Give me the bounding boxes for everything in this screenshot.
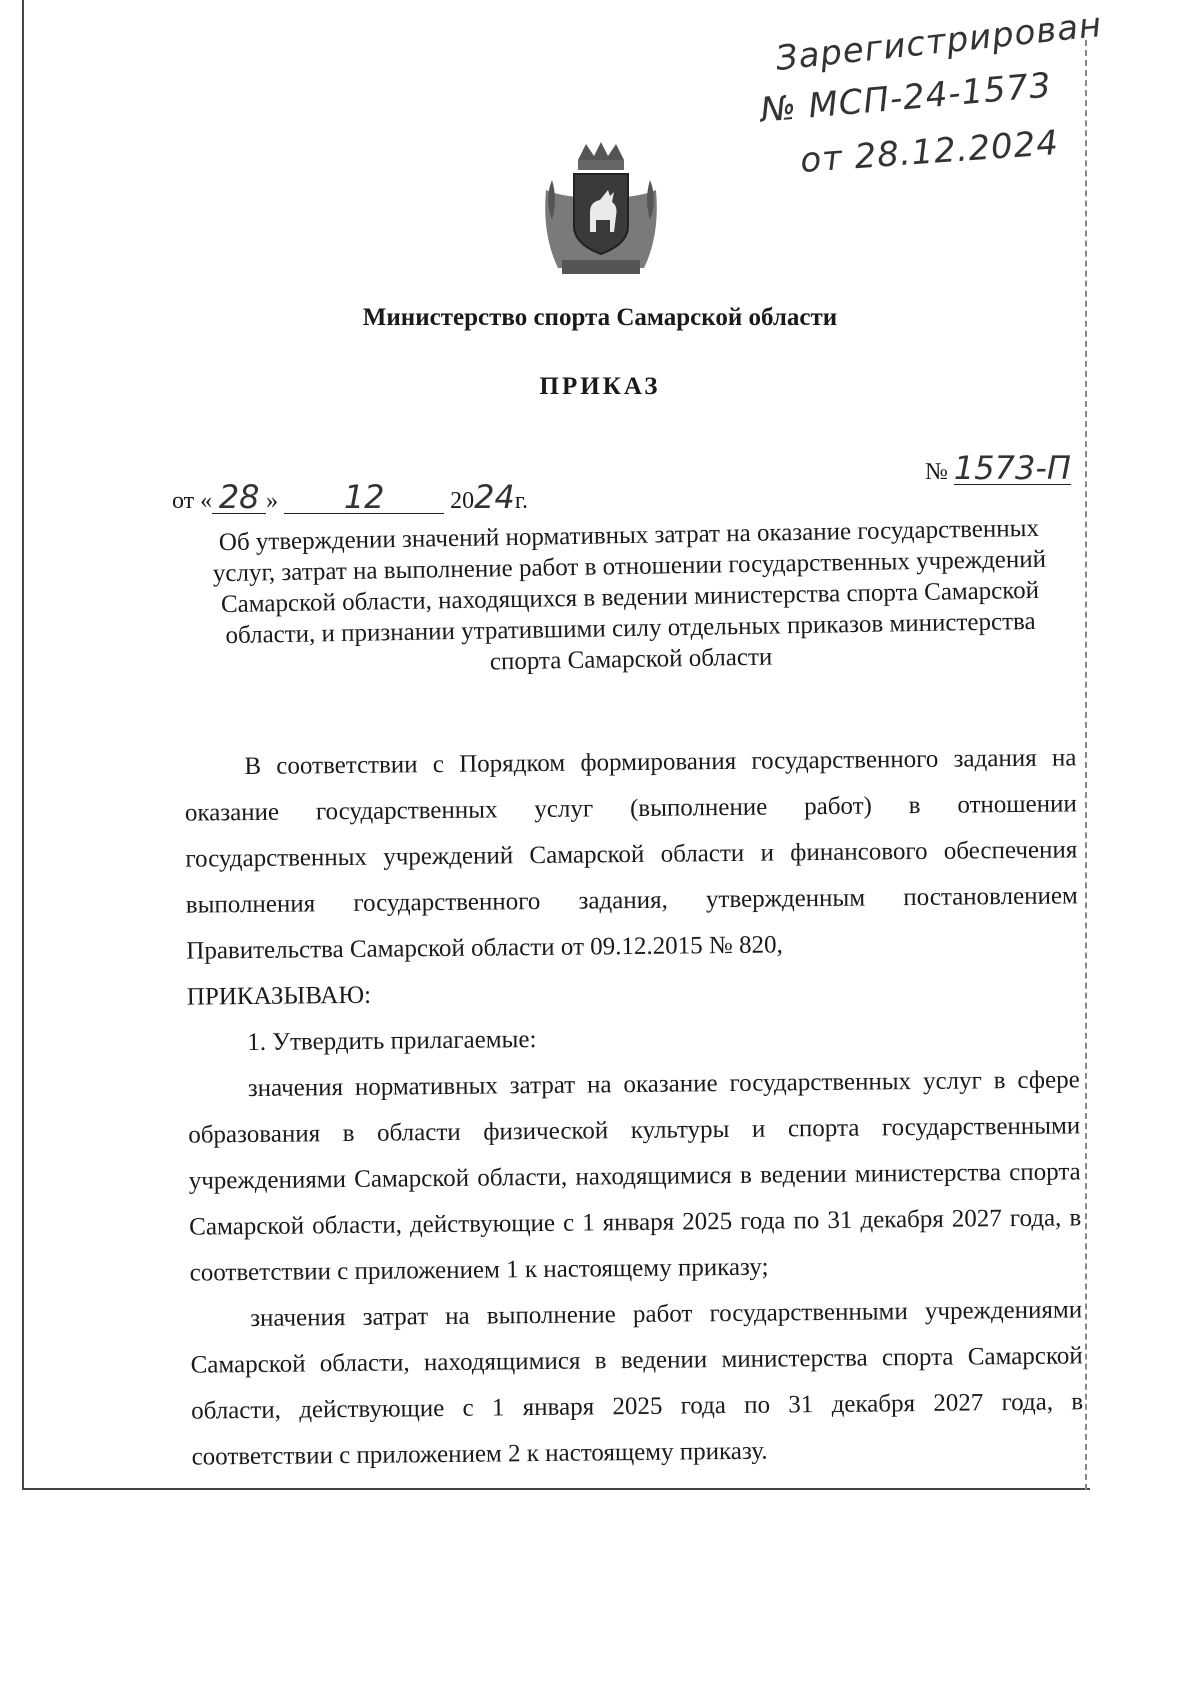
document-type-heading: ПРИКАЗ	[539, 373, 661, 400]
item-1: 1. Утвердить прилагаемые:	[247, 1026, 537, 1057]
number-value: 1573-П	[953, 449, 1071, 487]
number-prefix: №	[925, 459, 948, 485]
registration-stamp-line1: Зарегистрирован	[773, 4, 1104, 80]
item-1-paragraph-a: значения нормативных затрат на оказание государственных услуг в сфере образования в области физической культуры и спорта государственными учреждениями Самарской области, находящимися в ведении министерства спорта Самарской области, действующие с 1 января 2025 года по 31 декабря 2027 года, в соответствии с приложением 1 к настоящему приказу;	[188, 1066, 1082, 1287]
coat-of-arms-emblem-icon	[538, 140, 664, 280]
date-day: 28	[212, 481, 266, 514]
intro-paragraph: В соответствии с Порядком формирования государственного задания на оказание государственных услуг (выполнение работ) в отношении государственных учреждений Самарской области и финансового обеспечения выполнения государственного задания, утвержденным постановлением Правительства Самарской области от 09.12.2015 № 820,	[184, 744, 1078, 965]
order-body	[184, 735, 1084, 1480]
registration-stamp-date: от 28.12.2024	[798, 123, 1061, 181]
order-title: Об утверждении значений нормативных затрат на оказание государственных услуг, затрат на выполнение работ в отношении государственных учреждений Самарской области, находящихся в ведении министерства спорта Самарской области, и признании утратившими силу отдельных приказов министерства спорта Самарской области	[212, 514, 1047, 676]
date-prefix: от «	[172, 488, 213, 514]
date-close-quote: »	[266, 488, 279, 514]
registration-stamp-number: № МСП-24-1573	[758, 65, 1054, 131]
page-edge-divider	[1085, 40, 1087, 1490]
order-date	[172, 478, 528, 516]
date-year-prefix: 20	[450, 488, 475, 514]
date-month: 12	[284, 481, 444, 514]
date-year-end: г.	[514, 488, 529, 514]
date-year-suffix: 24	[474, 478, 515, 516]
ministry-name: Министерство спорта Самарской области	[362, 304, 838, 331]
order-number	[925, 449, 1071, 487]
order-word: ПРИКАЗЫВАЮ:	[186, 981, 372, 1011]
item-1-paragraph-b: значения затрат на выполнение работ государственными учреждениями Самарской области, находящимися в ведении министерства спорта Самарской области, действующие с 1 января 2025 года по 31 декабря 2027 года, в соответствии с приложением 2 к настоящему приказу.	[190, 1296, 1084, 1471]
